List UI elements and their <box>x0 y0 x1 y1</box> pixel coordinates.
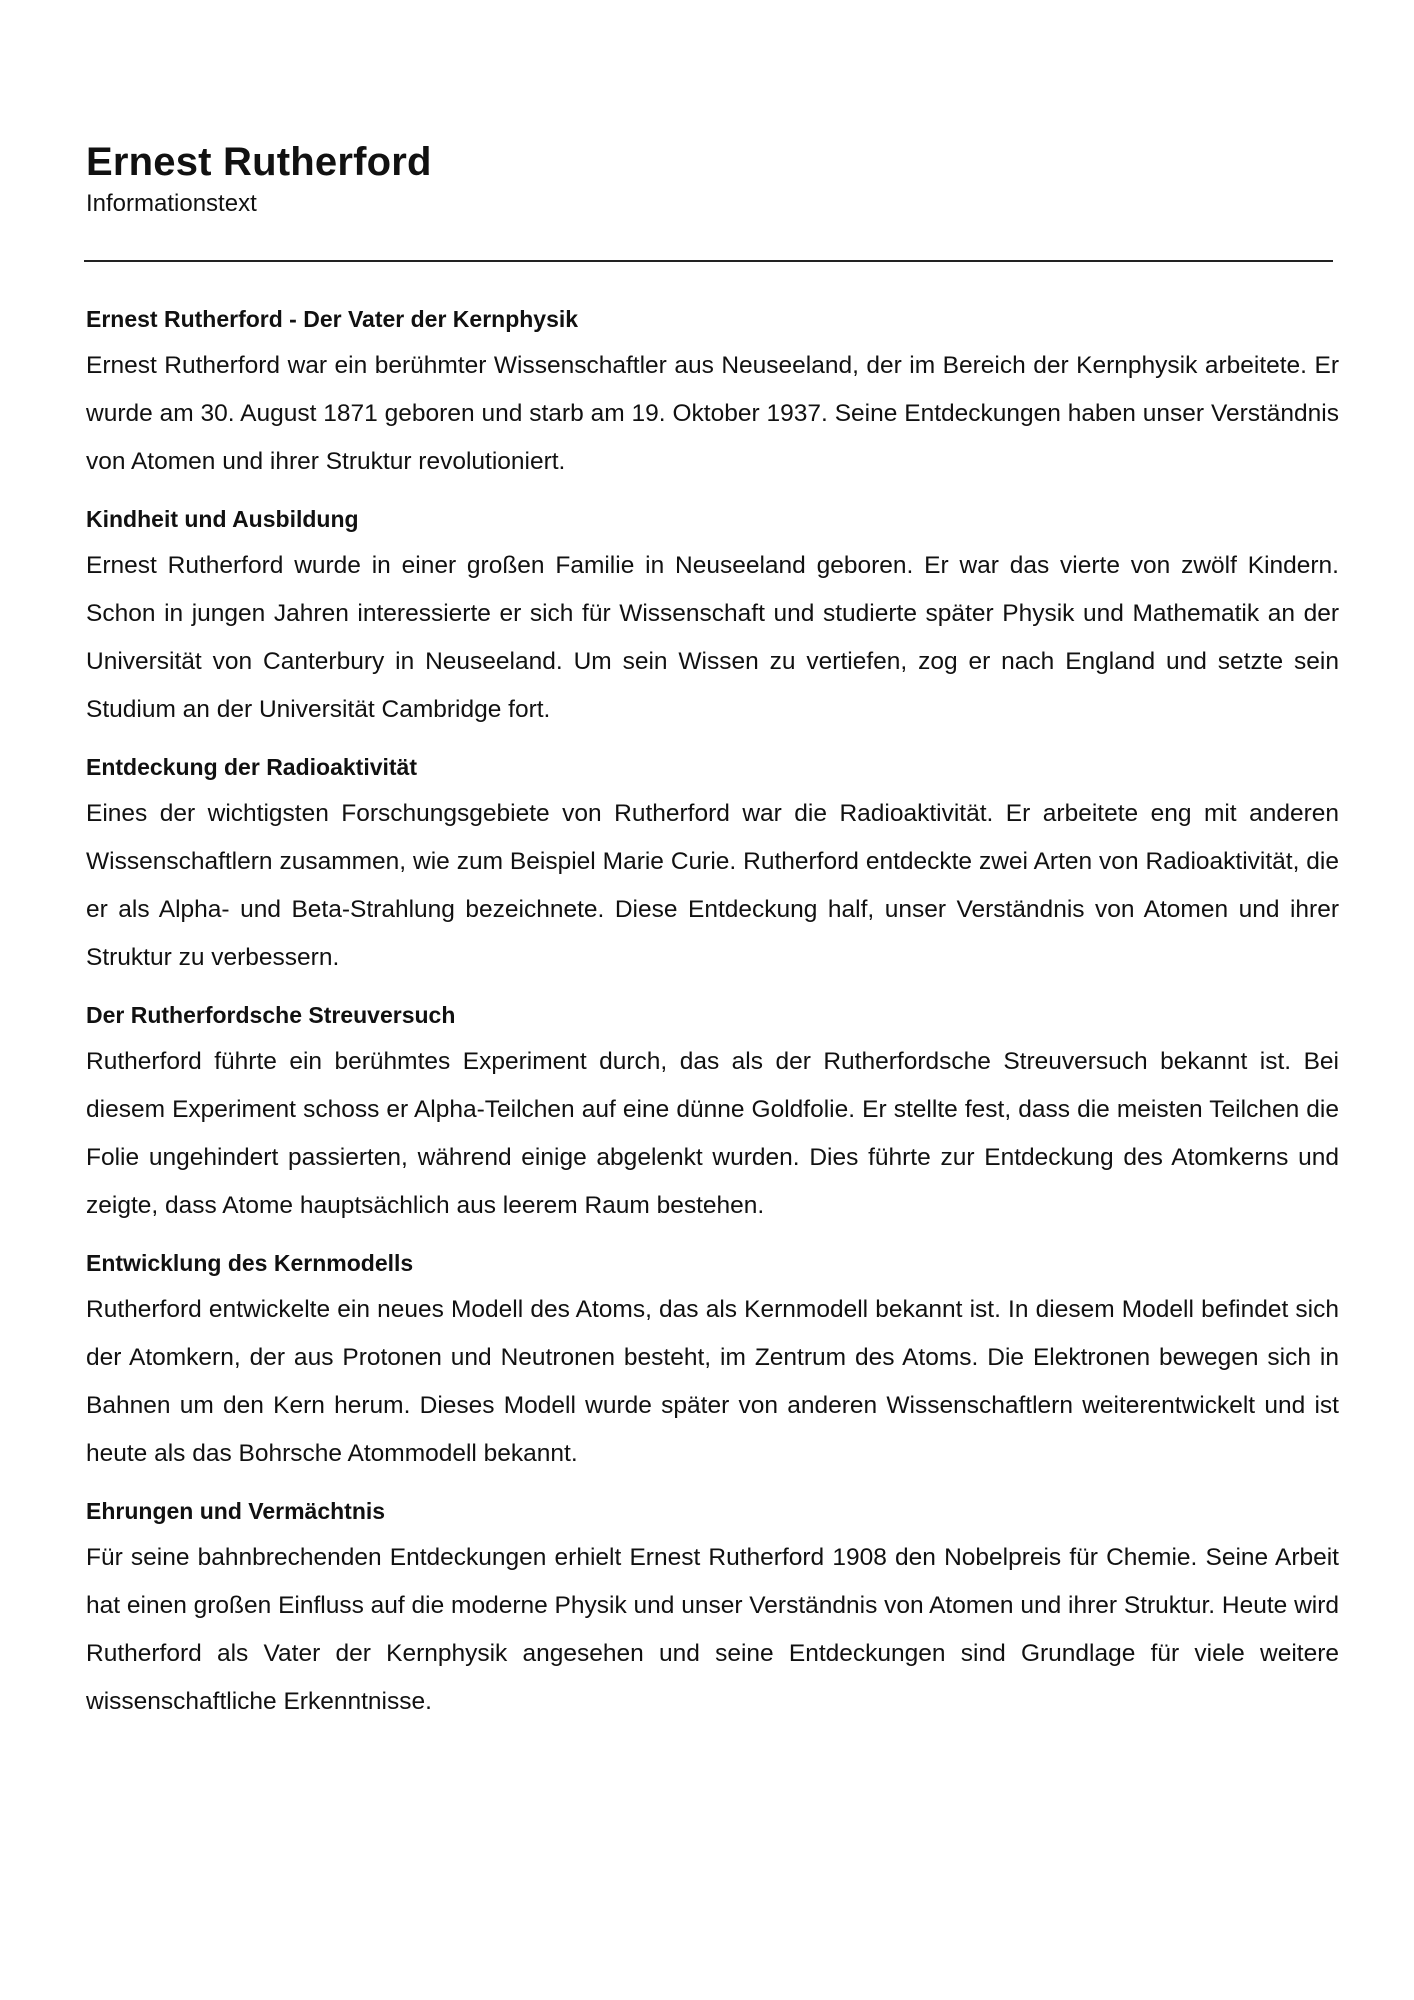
section-body: Rutherford entwickelte ein neues Modell des Atoms, das als Kernmodell bekannt ist. In diesem Modell befindet sich der Atomkern, der aus Protonen und Neutronen besteht, im Zentrum des Atoms. Die Elektronen bewegen sich in Bahnen um den Kern herum. Dieses Modell wurde später von anderen Wissenschaftlern weiterentwickelt und ist heute als das Bohrsche Atommodell bekannt. <box>86 1296 1339 1467</box>
section-heading: Ernest Rutherford - Der Vater der Kernphysik <box>86 306 579 332</box>
section-nuclear-model <box>86 1248 1339 1478</box>
title-divider <box>84 260 1333 262</box>
section-body: Ernest Rutherford war ein berühmter Wissenschaftler aus Neuseeland, der im Bereich der Kernphysik arbeitete. Er wurde am 30. August 1871 geboren und starb am 19. Oktober 1937. Seine Entdeckungen haben unser Verständnis von Atomen und ihrer Struktur revolutioniert. <box>86 352 1339 475</box>
section-heading: Kindheit und Ausbildung <box>86 506 359 532</box>
section-body: Rutherford führte ein berühmtes Experiment durch, das als der Rutherfordsche Streuversuch bekannt ist. Bei diesem Experiment schoss er Alpha-Teilchen auf eine dünne Goldfolie. Er stellte fest, dass die meisten Teilchen die Folie ungehindert passierten, während einige abgelenkt wurden. Dies führte zur Entdeckung des Atomkerns und zeigte, dass Atome hauptsächlich aus leerem Raum bestehen. <box>86 1048 1339 1219</box>
document-title: Ernest Rutherford <box>86 140 432 184</box>
section-honors-legacy <box>86 1496 1339 1726</box>
section-body: Eines der wichtigsten Forschungsgebiete von Rutherford war die Radioaktivität. Er arbeitete eng mit anderen Wissenschaftlern zusammen, wie zum Beispiel Marie Curie. Rutherford entdeckte zwei Arten von Radioaktivität, die er als Alpha- und Beta-Strahlung bezeichnete. Diese Entdeckung half, unser Verständnis von Atomen und ihrer Struktur zu verbessern. <box>86 800 1339 971</box>
section-heading: Der Rutherfordsche Streuversuch <box>86 1002 456 1028</box>
section-childhood <box>86 504 1339 734</box>
section-scattering-experiment <box>86 1000 1339 1230</box>
section-radioactivity <box>86 752 1339 982</box>
section-heading: Entwicklung des Kernmodells <box>86 1250 414 1276</box>
section-body: Ernest Rutherford wurde in einer großen Familie in Neuseeland geboren. Er war das vierte von zwölf Kindern. Schon in jungen Jahren interessierte er sich für Wissenschaft und studierte später Physik und Mathematik an der Universität von Canterbury in Neuseeland. Um sein Wissen zu vertiefen, zog er nach England und setzte sein Studium an der Universität Cambridge fort. <box>86 552 1339 723</box>
section-intro <box>86 304 1339 486</box>
section-heading: Ehrungen und Vermächtnis <box>86 1498 386 1524</box>
section-heading: Entdeckung der Radioaktivität <box>86 754 418 780</box>
document-subtitle: Informationstext <box>86 190 257 217</box>
section-body: Für seine bahnbrechenden Entdeckungen erhielt Ernest Rutherford 1908 den Nobelpreis für Chemie. Seine Arbeit hat einen großen Einfluss auf die moderne Physik und unser Verständnis von Atomen und ihrer Struktur. Heute wird Rutherford als Vater der Kernphysik angesehen und seine Entdeckungen sind Grundlage für viele weitere wissenschaftliche Erkenntnisse. <box>86 1544 1339 1715</box>
